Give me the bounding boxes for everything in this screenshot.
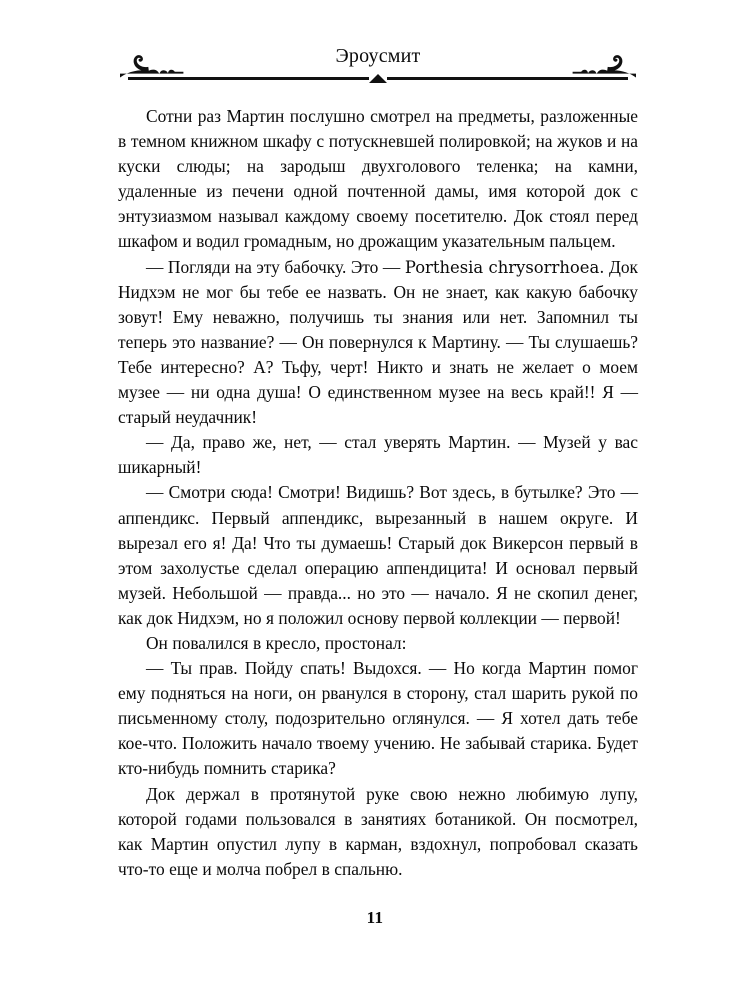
diamond-pip-icon — [369, 74, 387, 83]
body-text — [118, 104, 638, 882]
scientific-name: Porthesia chrysorrhoea. — [404, 257, 605, 277]
running-head-title: Эроусмит — [335, 45, 421, 67]
wave-flourish-left-icon — [114, 50, 188, 84]
paragraph: — Да, право же, нет, — стал уверять Мартин. — Музей у вас шикарный! — [118, 432, 638, 478]
paragraph: — Смотри сюда! Смотри! Видишь? Вот здесь, в бутылке? Это — аппендикс. Первый аппендикс, вырезанный в нашем округе. И вырезал его я! Да! Что ты думаешь! Старый док Викерсон первый в этом захолустье сделал операцию аппендицита! И основал первый музей. Небольшой — правда... но это — начало. Я не скопил денег, как док Нидхэм, но я положил основу первой коллекции — первой! — [118, 482, 638, 628]
paragraph: Док держал в протянутой руке свою нежно любимую лупу, которой годами пользовался в занятиях ботаникой. Он посмотрел, как Мартин опустил лупу в карман, вздохнул, попробовал сказать что-то еще и молча побрел в спальню. — [118, 783, 638, 879]
paragraph-rest: Док Нидхэм не мог бы тебе ее назвать. Он не знает, как какую бабочку зовут! Ему неважно, получишь ты знания или нет. Запомнил ты теперь это название? — Он повернулся к Мартину. — Ты слушаешь? Тебе интересно? А? Тьфу, черт! Никто и знать не желает о моем музее — ни одна душа! О единственном музее на весь край!! Я — старый неудачник! — [118, 256, 638, 428]
paragraph: Сотни раз Мартин послушно смотрел на предметы, разложенные в темном книжном шкафу с потускневшей полировкой; на жуков и на куски слюды; на зародыш двухголового теленка; на камни, удаленные из печени одной почтенной дамы, имя которой док с энтузиазмом называл каждому своему посетителю. Док стоял перед шкафом и водил громадным, но дрожащим указательным пальцем. — [118, 106, 638, 252]
paragraph: — Ты прав. Пойду спать! Выдохся. — Но когда Мартин помог ему подняться на ноги, он рванулся в сторону, стал шарить рукой по письменному столу, подозрительно оглянулся. — Я хотел дать тебе кое-что. Положить начало твоему учению. Не забывай старика. Будет кто-нибудь помнить старика? — [118, 658, 638, 779]
running-head — [118, 44, 638, 90]
paragraph-lead: — Погляди на эту бабочку. Это — — [146, 256, 405, 277]
paragraph: Он повалился в кресло, простонал: — [146, 632, 407, 653]
running-head-rule — [128, 75, 628, 85]
paragraph-with-scientific-name — [118, 255, 638, 431]
page-number: 11 — [366, 908, 384, 927]
wave-flourish-right-icon — [568, 50, 642, 84]
